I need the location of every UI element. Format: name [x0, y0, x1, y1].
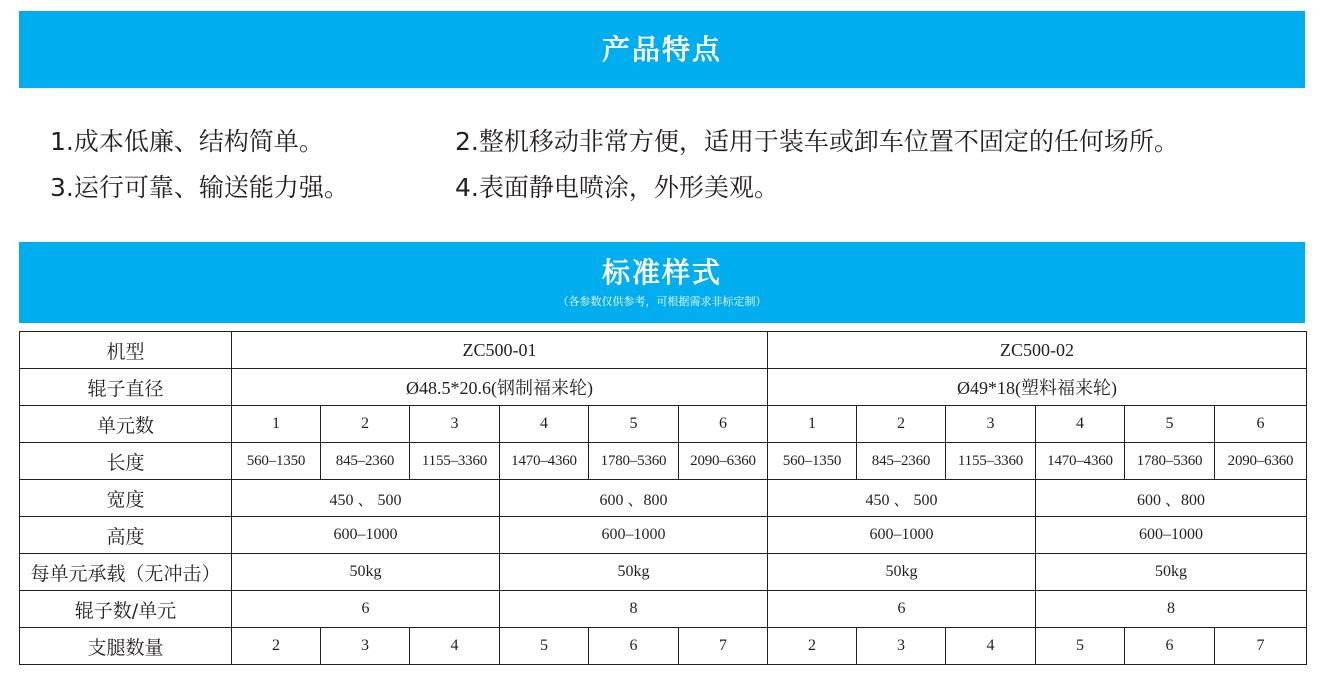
width-cell: 600 、800: [1036, 480, 1307, 517]
legs-cell: 6: [589, 628, 679, 665]
features-title: 产品特点: [601, 33, 722, 66]
legs-cell: 2: [232, 628, 321, 665]
length-cell: 560–1350: [232, 443, 321, 480]
table-row-roller-diameter: [20, 369, 1307, 406]
height-cell: 600–1000: [768, 517, 1036, 554]
load-cell: 50kg: [500, 554, 768, 591]
units-cell: 6: [1215, 406, 1307, 443]
load-cell: 50kg: [232, 554, 500, 591]
table-row-height: [20, 517, 1307, 554]
units-cell: 2: [321, 406, 410, 443]
table-row-legs: [20, 628, 1307, 665]
rollers-per-unit-cell: 6: [768, 591, 1036, 628]
length-cell: 1780–5360: [1125, 443, 1215, 480]
model-cell: ZC500-02: [768, 332, 1307, 369]
legs-cell: 7: [1215, 628, 1307, 665]
table-row-length: [20, 443, 1307, 480]
units-cell: 5: [589, 406, 679, 443]
length-cell: 845–2360: [321, 443, 410, 480]
height-cell: 600–1000: [1036, 517, 1307, 554]
table-row-units: [20, 406, 1307, 443]
legs-cell: 5: [500, 628, 589, 665]
roller-diameter-cell: Ø49*18(塑料福来轮): [768, 369, 1307, 406]
model-cell: ZC500-01: [232, 332, 768, 369]
width-cell: 450 、 500: [232, 480, 500, 517]
length-cell: 1470–4360: [500, 443, 589, 480]
standard-header-bar: [19, 242, 1305, 323]
length-cell: 1155–3360: [946, 443, 1036, 480]
row-label-units: 单元数: [20, 406, 232, 443]
length-cell: 1470–4360: [1036, 443, 1125, 480]
units-cell: 3: [410, 406, 500, 443]
rollers-per-unit-cell: 8: [500, 591, 768, 628]
row-label-width: 宽度: [20, 480, 232, 517]
rollers-per-unit-cell: 8: [1036, 591, 1307, 628]
row-label-model: 机型: [20, 332, 232, 369]
row-label-length: 长度: [20, 443, 232, 480]
standard-subtitle: （各参数仅供参考，可根据需求非标定制）: [557, 295, 767, 308]
height-cell: 600–1000: [232, 517, 500, 554]
legs-cell: 6: [1125, 628, 1215, 665]
spec-table: [19, 331, 1307, 665]
width-cell: 450 、 500: [768, 480, 1036, 517]
legs-cell: 2: [768, 628, 857, 665]
length-cell: 1155–3360: [410, 443, 500, 480]
legs-cell: 4: [946, 628, 1036, 665]
units-cell: 1: [232, 406, 321, 443]
units-cell: 5: [1125, 406, 1215, 443]
length-cell: 560–1350: [768, 443, 857, 480]
table-row-width: [20, 480, 1307, 517]
row-label-legs: 支腿数量: [20, 628, 232, 665]
row-label-height: 高度: [20, 517, 232, 554]
row-label-rollers-per-unit: 辊子数/单元: [20, 591, 232, 628]
table-row-model: [20, 332, 1307, 369]
feature-item-1: 1.成本低廉、结构简单。: [50, 127, 324, 156]
row-label-load: 每单元承载（无冲击）: [20, 554, 232, 591]
length-cell: 2090–6360: [1215, 443, 1307, 480]
units-cell: 6: [679, 406, 768, 443]
load-cell: 50kg: [768, 554, 1036, 591]
standard-title: 标准样式: [601, 256, 722, 289]
feature-item-4: 4.表面静电喷涂，外形美观。: [455, 173, 779, 202]
units-cell: 4: [500, 406, 589, 443]
load-cell: 50kg: [1036, 554, 1307, 591]
length-cell: 1780–5360: [589, 443, 679, 480]
height-cell: 600–1000: [500, 517, 768, 554]
units-cell: 1: [768, 406, 857, 443]
rollers-per-unit-cell: 6: [232, 591, 500, 628]
units-cell: 3: [946, 406, 1036, 443]
table-row-load: [20, 554, 1307, 591]
feature-item-3: 3.运行可靠、输送能力强。: [50, 173, 349, 202]
roller-diameter-cell: Ø48.5*20.6(钢制福来轮): [232, 369, 768, 406]
legs-cell: 4: [410, 628, 500, 665]
feature-item-2: 2.整机移动非常方便，适用于装车或卸车位置不固定的任何场所。: [455, 127, 1179, 156]
length-cell: 845–2360: [857, 443, 946, 480]
table-row-rollers-per-unit: [20, 591, 1307, 628]
legs-cell: 5: [1036, 628, 1125, 665]
width-cell: 600 、800: [500, 480, 768, 517]
features-header-bar: [19, 11, 1305, 88]
units-cell: 4: [1036, 406, 1125, 443]
length-cell: 2090–6360: [679, 443, 768, 480]
units-cell: 2: [857, 406, 946, 443]
legs-cell: 7: [679, 628, 768, 665]
row-label-roller-diameter: 辊子直径: [20, 369, 232, 406]
legs-cell: 3: [857, 628, 946, 665]
legs-cell: 3: [321, 628, 410, 665]
